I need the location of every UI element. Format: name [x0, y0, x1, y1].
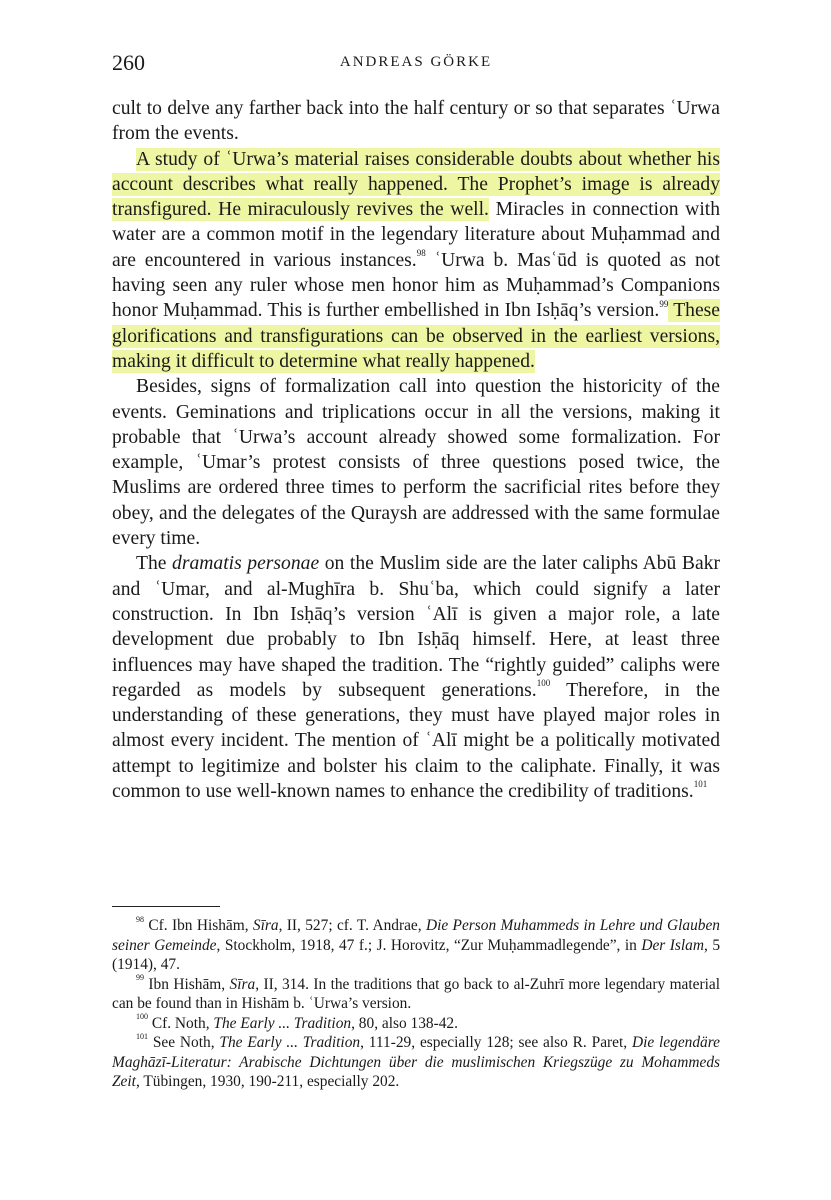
footnote-ref-100[interactable]: 100 — [536, 678, 551, 689]
text-run: , II, 314. In the traditions that go back to al-Zuhrī more legendary material can be found than in Hishām b. ʿUrwa’s version. — [112, 975, 720, 1012]
footnote-99 — [112, 975, 720, 1014]
text-run: Cf. Ibn Hishām, — [144, 917, 253, 934]
footnote-ref-98[interactable]: 98 — [416, 248, 426, 259]
footnote-number: 101 — [136, 1031, 148, 1041]
highlighted-passage-2: These glorifications and transfigurations can be observed in the earliest versions, making it difficult to determine what really happened. — [112, 300, 720, 372]
text-run: Therefore, in the understanding of these generations, they must have played major roles in almost every incident. The mention of ʿAlī might be a politically motivated attempt to legitimize and bolster his claim to the caliphate. Finally, it was common to use well-known names to enhance the credibility of traditions. — [112, 679, 720, 803]
page-header — [112, 50, 720, 80]
italic-title: Sīra — [229, 975, 256, 993]
page-number: 260 — [112, 50, 145, 75]
text-run: Cf. Noth, — [148, 1014, 214, 1032]
italic-term: dramatis personae — [172, 553, 320, 575]
text-run: , 111-29, especially 128; see also R. Paret, — [360, 1034, 632, 1051]
text-run: , Stockholm, 1918, 47 f.; J. Horovitz, “Zur Muḥammadlegende”, in — [216, 936, 642, 954]
italic-title: The Early ... Tradition — [219, 1034, 361, 1051]
text-run: The — [136, 553, 173, 575]
footnote-number: 99 — [136, 973, 144, 983]
text-run: ʿUrwa b. Masʿūd is quoted as not having seen any ruler whose men honor him as Muḥammad’s Companions honor Muḥammad. This is further embellished in Ibn Isḥāq’s version. — [112, 249, 720, 322]
text-run: See Noth, — [148, 1034, 220, 1051]
footnote-number: 98 — [136, 914, 144, 924]
footnote-98 — [112, 916, 720, 975]
running-head: ANDREAS GÖRKE — [339, 54, 493, 70]
footnote-100 — [112, 1014, 720, 1034]
highlighted-passage-1: A study of ʿUrwa’s material raises considerable doubts about whether his account describes what really happened. The Prophet’s image is already transfigured. He miraculously revives the well. — [112, 148, 720, 221]
italic-title: Sīra — [252, 917, 279, 934]
footnote-101 — [112, 1033, 720, 1092]
text-run: on the Muslim side are the later caliphs Abū Bakr and ʿUmar, and al-Mughīra b. Shuʿba, which could signify a later construction. In Ibn Isḥāq’s version ʿAlī is given a major role, a late development due probably to Ibn Isḥāq himself. Here, at least three influences may have shaped the tradition. The “rightly guided” caliphs were regarded as models by subsequent generations. — [112, 553, 720, 701]
paragraph-2 — [112, 147, 720, 375]
text-run: , 80, also 138-42. — [351, 1014, 458, 1032]
paragraph-3: Besides, signs of formalization call into question the historicity of the events. Geminations and triplications occur in all the versions, making it probable that ʿUrwa’s account already showed some formalization. For example, ʿUmar’s protest consists of three questions posed twice, the Muslims are ordered three times to perform the sacrificial rites before they obey, and the delegates of the Quraysh are addressed with the same formulae every time. — [112, 376, 720, 550]
text-run: Ibn Hishām, — [144, 975, 230, 993]
italic-title: Die Person Muhammeds in Lehre und Glauben seiner Gemeinde — [112, 917, 720, 954]
text-run: , 5 (1914), 47. — [112, 936, 721, 973]
italic-title: Die legendäre Maghāzī-Literatur: Arabische Dichtungen über die muslimischen Kriegszüge zu Mohammeds Zeit — [112, 1034, 720, 1090]
text-run: , II, 527; cf. T. Andrae, — [278, 917, 426, 934]
paragraph-1: cult to delve any farther back into the half century or so that separates ʿUrwa from the events. — [112, 98, 720, 145]
footnote-ref-101[interactable]: 101 — [693, 779, 708, 790]
footnotes — [112, 916, 720, 1092]
footnote-ref-99[interactable]: 99 — [659, 298, 669, 309]
main-text — [112, 96, 720, 804]
footnote-divider — [112, 906, 220, 907]
paragraph-4 — [112, 551, 720, 804]
footnote-number: 100 — [136, 1012, 148, 1022]
italic-title: Der Islam — [641, 936, 704, 954]
text-run: Miracles in connection with water are a common motif in the legendary literature about Muḥammad and are encountered in various instances. — [112, 199, 721, 271]
italic-title: The Early ... Tradition — [213, 1014, 352, 1032]
text-run: , Tübingen, 1930, 190-211, especially 202. — [135, 1073, 400, 1090]
